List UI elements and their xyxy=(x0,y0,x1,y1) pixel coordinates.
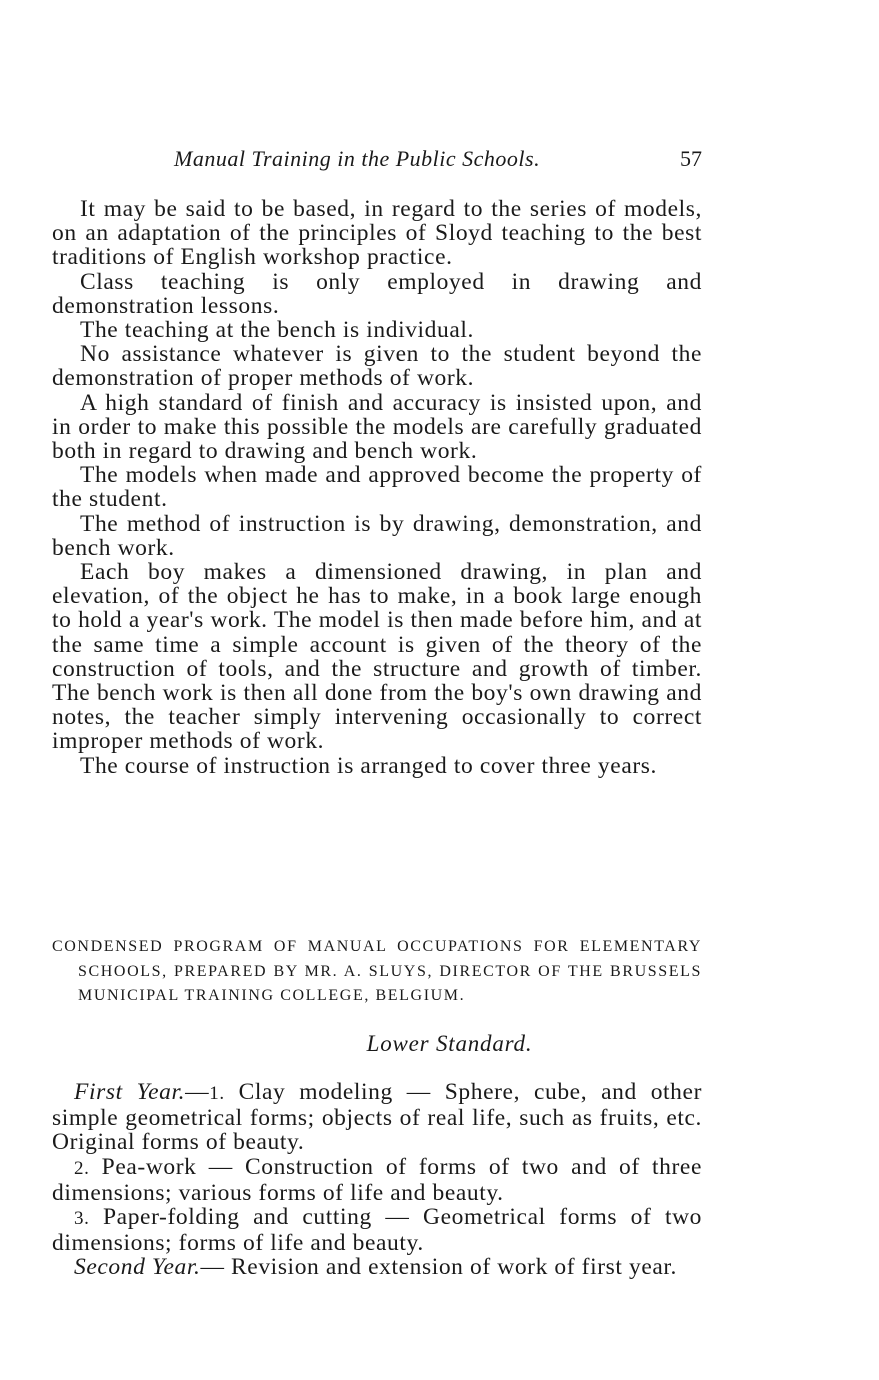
paragraph-class-teaching: Class teaching is only employed in drawing and demonstration lessons. xyxy=(52,268,702,319)
paragraph-dimensioned-drawing: Each boy makes a dimensioned drawing, in plan and elevation, of the object he has to make, in a book large enough to hold a year's work. The model is then made before him, and at the same time a simple account is given of the theory of the construction of tools, and the structure and growth of timber. The bench work is then all done from the boy's own drawing and notes, the teacher simply intervening occasionally to correct improper methods of work. xyxy=(52,559,702,755)
second-year-label: Second Year. xyxy=(74,1254,201,1281)
program-heading: CONDENSED PROGRAM OF MANUAL OCCUPATIONS FOR ELEMENTARY SCHOOLS, PREPARED BY MR. A. SLUYS, DIRECTOR OF THE BRUSSELS MUNICIPAL TRAINING COLLEGE, BELGIUM. xyxy=(52,938,702,1004)
section-heading: Lower Standard. xyxy=(366,1031,533,1056)
paragraph-no-assistance: No assistance whatever is given to the student beyond the demonstration of proper methods of work. xyxy=(52,341,702,392)
em-dash: — xyxy=(185,1079,210,1105)
item-text-second-year: Revision and extension of work of first year. xyxy=(231,1254,678,1281)
paragraph-sloyd-adaptation: It may be said to be based, in regard to the series of models, on an adaptation of the principles of Sloyd teaching to the best traditions of English workshop practice. xyxy=(52,196,702,271)
list-item-second-year xyxy=(52,1255,702,1279)
running-title: Manual Training in the Public Schools. xyxy=(174,146,541,171)
list-item-pea-work xyxy=(52,1155,702,1205)
item-text-paper-folding: Paper-folding and cutting — Geometrical forms of two dimensions; forms of life and beauty. xyxy=(52,1204,702,1257)
paragraph-high-standard: A high standard of finish and accuracy is insisted upon, and in order to make this possible the models are carefully graduated both in regard to drawing and bench work. xyxy=(52,389,702,465)
list-item-first-year xyxy=(52,1080,702,1155)
paragraph-method-instruction: The method of instruction is by drawing, demonstration, and bench work. xyxy=(52,510,702,561)
body-text xyxy=(52,197,702,778)
item-text-clay-modeling: Clay modeling — Sphere, cube, and other simple geometrical forms; objects of real life, such as fruits, etc. Original forms of beauty. xyxy=(52,1079,702,1156)
page-number: 57 xyxy=(680,146,702,171)
list-item-paper-folding xyxy=(52,1205,702,1255)
paragraph-models-property: The models when made and approved become the property of the student. xyxy=(52,462,702,513)
running-head xyxy=(52,146,702,176)
item-text-pea-work: Pea-work — Construction of forms of two and of three dimensions; various forms of life and beauty. xyxy=(52,1153,702,1206)
item-number-3: 3. xyxy=(74,1208,90,1230)
paragraph-bench-individual: The teaching at the bench is individual. xyxy=(80,317,475,344)
paragraph-course-years: The course of instruction is arranged to cover three years. xyxy=(80,752,657,779)
program-list xyxy=(52,1080,702,1280)
item-number-2: 2. xyxy=(74,1157,90,1179)
em-dash-2: — xyxy=(200,1254,232,1281)
item-number-1: 1. xyxy=(209,1083,225,1104)
first-year-label: First Year. xyxy=(74,1079,186,1105)
